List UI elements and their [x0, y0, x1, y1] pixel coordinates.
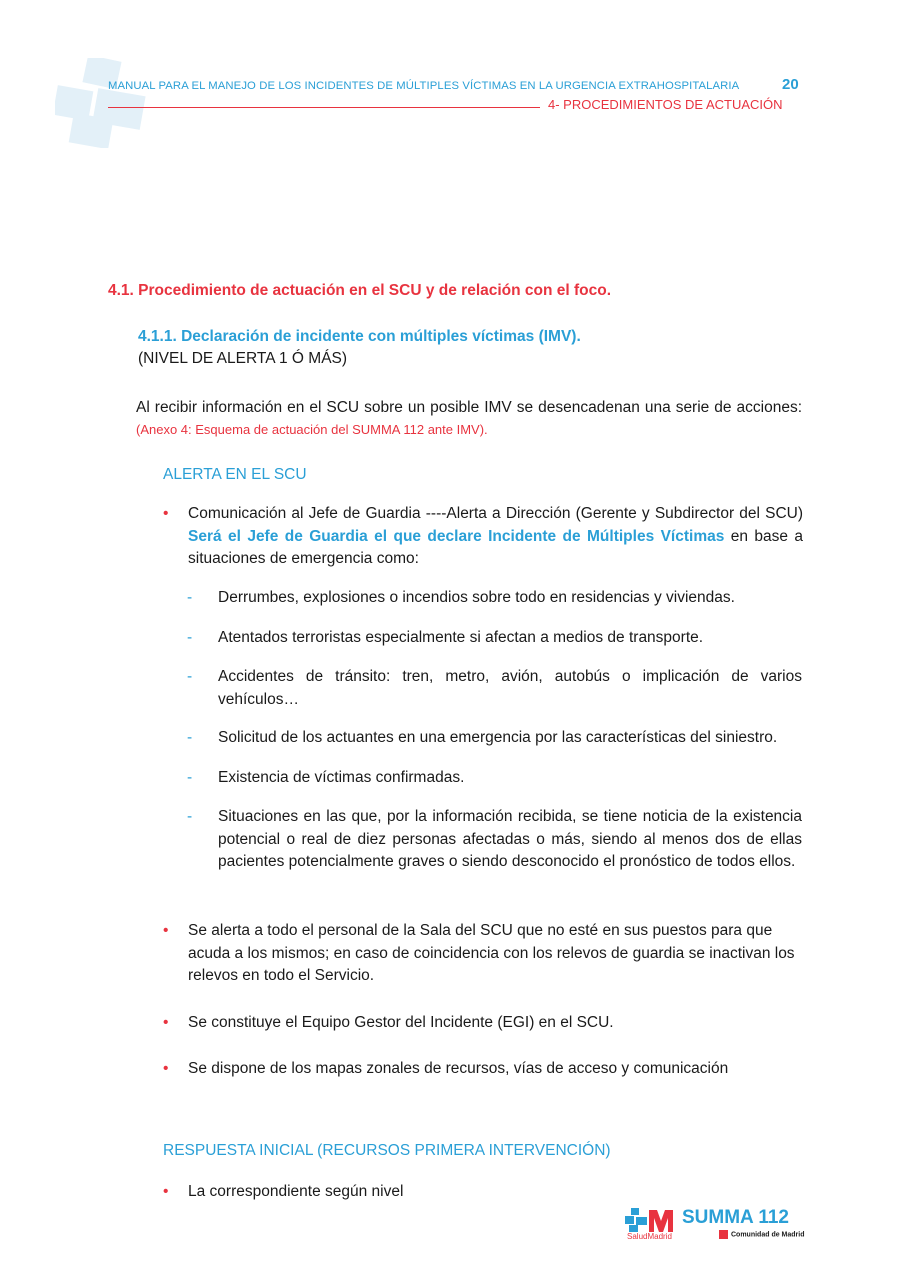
dash-text: Situaciones en las que, por la información recibida, se tiene noticia de la existencia potencial o real de diez personas afectadas o más, siendo al menos dos de ellas pacientes potencialmente graves o siendo desconocido el pronóstico de todos ellos.: [218, 808, 802, 870]
list-item: [187, 727, 802, 750]
section-title: 4.1. Procedimiento de actuación en el SCU y de relación con el foco.: [108, 282, 612, 299]
list-item: [187, 627, 802, 650]
bullet-text: Se dispone de los mapas zonales de recursos, vías de acceso y comunicación: [188, 1060, 729, 1077]
list-item: [187, 666, 802, 711]
header-section-title: 4- PROCEDIMIENTOS DE ACTUACIÓN: [548, 97, 783, 112]
bullet-icon: •: [163, 922, 169, 939]
header-divider: [108, 107, 540, 108]
intro-annex-reference: (Anexo 4: Esquema de actuación del SUMMA 112 ante IMV).: [136, 422, 488, 437]
dash-text: Derrumbes, explosiones o incendios sobre todo en residencias y viviendas.: [218, 589, 735, 606]
bullet-icon: •: [163, 1014, 169, 1031]
intro-paragraph: [136, 397, 802, 441]
list-item: [187, 806, 802, 874]
dash-text: Accidentes de tránsito: tren, metro, avión, autobús o implicación de varios vehículos…: [218, 668, 802, 708]
dash-icon: -: [187, 729, 193, 746]
dash-icon: -: [187, 629, 193, 646]
header-logo-watermark: [55, 58, 150, 148]
bullet-text: La correspondiente según nivel: [188, 1183, 404, 1200]
list-item: [187, 587, 802, 610]
subsection-title: 4.1.1. Declaración de incidente con múltiples víctimas (IMV).: [138, 328, 581, 345]
page-number: 20: [782, 76, 799, 93]
bullet-icon: •: [163, 505, 169, 522]
dash-icon: -: [187, 808, 193, 825]
dash-text: Existencia de víctimas confirmadas.: [218, 769, 465, 786]
bullet-text-emphasis: Será el Jefe de Guardia el que declare Incidente de Múltiples Víctimas: [188, 527, 725, 545]
bullet-icon: •: [163, 1183, 169, 1200]
comunidad-madrid-label: [719, 1230, 805, 1239]
intro-text: Al recibir información en el SCU sobre un posible IMV se desencadenan una serie de acciones:: [136, 399, 802, 416]
bullet-icon: •: [163, 1060, 169, 1077]
comunidad-text: Comunidad de Madrid: [731, 1231, 805, 1239]
list-item: [163, 503, 803, 571]
bullet-text-pre: Comunicación al Jefe de Guardia ----Alerta a Dirección (Gerente y Subdirector del SCU): [188, 505, 803, 522]
dash-text: Solicitud de los actuantes en una emergencia por las características del siniestro.: [218, 729, 778, 746]
header-manual-title: MANUAL PARA EL MANEJO DE LOS INCIDENTES DE MÚLTIPLES VÍCTIMAS EN LA URGENCIA EXTRAHOSPITALARIA: [108, 80, 740, 92]
dash-icon: -: [187, 589, 193, 606]
dash-icon: -: [187, 668, 193, 685]
dash-text: Atentados terroristas especialmente si afectan a medios de transporte.: [218, 629, 704, 646]
subsection-alert-level: (NIVEL DE ALERTA 1 Ó MÁS): [138, 350, 348, 367]
bullet-text: [188, 503, 803, 571]
list-item: [187, 767, 802, 790]
bullet-text: Se constituye el Equipo Gestor del Incidente (EGI) en el SCU.: [188, 1014, 614, 1031]
list-item: [163, 920, 803, 988]
respuesta-heading: RESPUESTA INICIAL (RECURSOS PRIMERA INTERVENCIÓN): [163, 1142, 611, 1159]
comunidad-flag-icon: [719, 1230, 728, 1239]
list-item: [163, 1058, 803, 1081]
bullet-text-post: en base a situaciones de emergencia como:: [188, 527, 803, 567]
summa-logo-text: SUMMA 112: [682, 1207, 789, 1228]
bullet-text: Se alerta a todo el personal de la Sala del SCU que no esté en sus puestos para que acuda a los mismos; en caso de coincidencia con los relevos de guardia se inactivan los relevos en todo el Servicio.: [188, 922, 795, 984]
alerta-heading: ALERTA EN EL SCU: [163, 466, 307, 483]
list-item: [163, 1181, 803, 1204]
dash-icon: -: [187, 769, 193, 786]
salud-madrid-label: SaludMadrid: [627, 1232, 672, 1241]
list-item: [163, 1012, 803, 1035]
